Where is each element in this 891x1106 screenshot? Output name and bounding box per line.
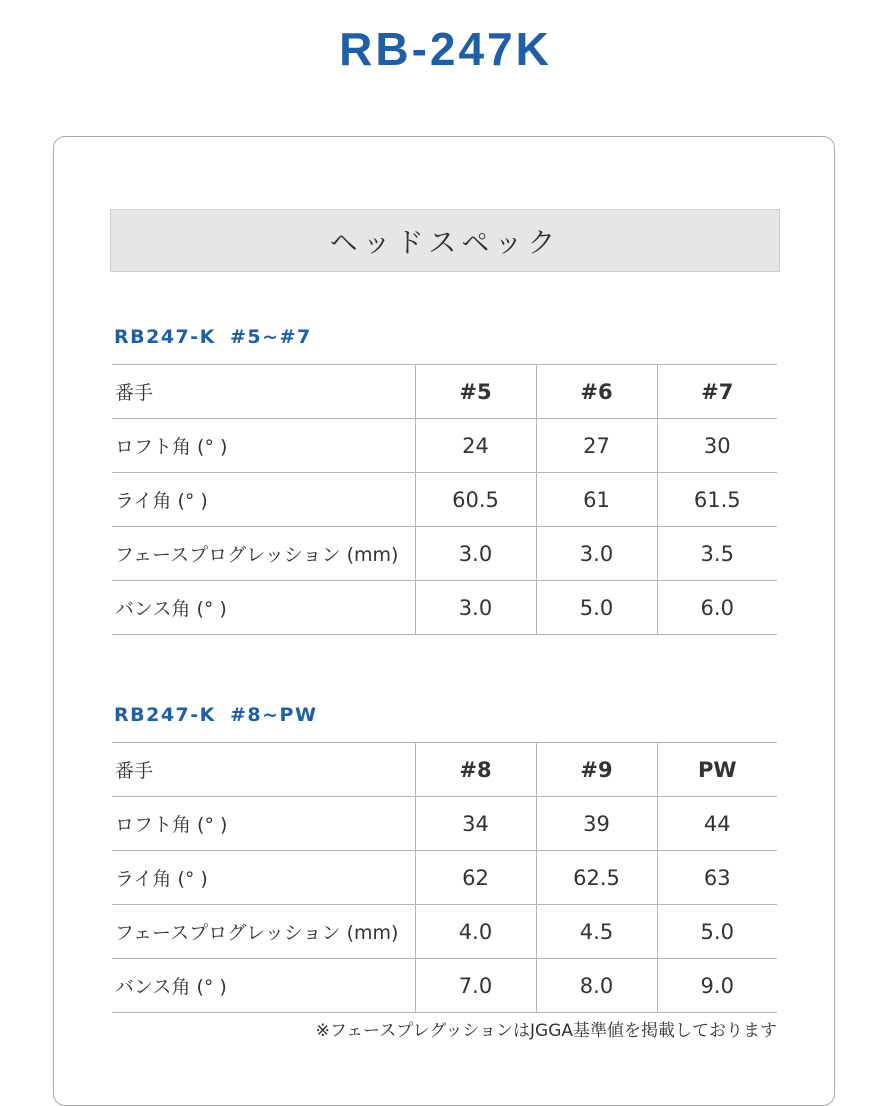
cell-value: #9 xyxy=(536,743,657,797)
cell-value: #6 xyxy=(536,365,657,419)
cell-value: 3.0 xyxy=(536,527,657,581)
cell-value: 62 xyxy=(415,851,536,905)
page-title: RB-247K xyxy=(339,23,552,75)
table-row xyxy=(112,419,777,473)
cell-value: 63 xyxy=(657,851,777,905)
table-row xyxy=(112,581,777,635)
row-label-face-progression: フェースプログレッション (mm) xyxy=(112,905,415,959)
cell-value: 3.0 xyxy=(415,581,536,635)
cell-value: 3.0 xyxy=(415,527,536,581)
row-label-club-number: 番手 xyxy=(112,365,415,419)
row-label-club-number: 番手 xyxy=(112,743,415,797)
cell-value: 3.5 xyxy=(657,527,777,581)
table-row xyxy=(112,851,777,905)
table-row xyxy=(112,905,777,959)
cell-value: #7 xyxy=(657,365,777,419)
cell-value: 62.5 xyxy=(536,851,657,905)
table-row xyxy=(112,473,777,527)
cell-value: 44 xyxy=(657,797,777,851)
cell-value: #8 xyxy=(415,743,536,797)
table-heading-8-pw: RB247-K #8~PW xyxy=(114,704,318,726)
table-row xyxy=(112,959,777,1013)
cell-value: 61 xyxy=(536,473,657,527)
cell-value: 8.0 xyxy=(536,959,657,1013)
cell-value: 61.5 xyxy=(657,473,777,527)
row-label-lie: ライ角 (° ) xyxy=(112,851,415,905)
row-label-loft: ロフト角 (° ) xyxy=(112,419,415,473)
table-row xyxy=(112,797,777,851)
section-banner: ヘッドスペック xyxy=(110,209,780,272)
cell-value: 24 xyxy=(415,419,536,473)
cell-value: PW xyxy=(657,743,777,797)
cell-value: 6.0 xyxy=(657,581,777,635)
row-label-bounce: バンス角 (° ) xyxy=(112,581,415,635)
cell-value: 30 xyxy=(657,419,777,473)
table-row xyxy=(112,365,777,419)
row-label-bounce: バンス角 (° ) xyxy=(112,959,415,1013)
cell-value: 4.5 xyxy=(536,905,657,959)
cell-value: 5.0 xyxy=(657,905,777,959)
cell-value: 7.0 xyxy=(415,959,536,1013)
table-heading-5-7: RB247-K #5~#7 xyxy=(114,326,312,348)
footnote: ※フェースプレグッションはJGGA基準値を掲載しております xyxy=(315,1021,777,1041)
cell-value: 27 xyxy=(536,419,657,473)
table-row xyxy=(112,527,777,581)
row-label-loft: ロフト角 (° ) xyxy=(112,797,415,851)
cell-value: 60.5 xyxy=(415,473,536,527)
cell-value: 9.0 xyxy=(657,959,777,1013)
table-row xyxy=(112,743,777,797)
row-label-lie: ライ角 (° ) xyxy=(112,473,415,527)
row-label-face-progression: フェースプログレッション (mm) xyxy=(112,527,415,581)
cell-value: #5 xyxy=(415,365,536,419)
cell-value: 39 xyxy=(536,797,657,851)
cell-value: 34 xyxy=(415,797,536,851)
cell-value: 5.0 xyxy=(536,581,657,635)
spec-table-5-7 xyxy=(112,364,777,635)
cell-value: 4.0 xyxy=(415,905,536,959)
spec-table-8-pw xyxy=(112,742,777,1013)
